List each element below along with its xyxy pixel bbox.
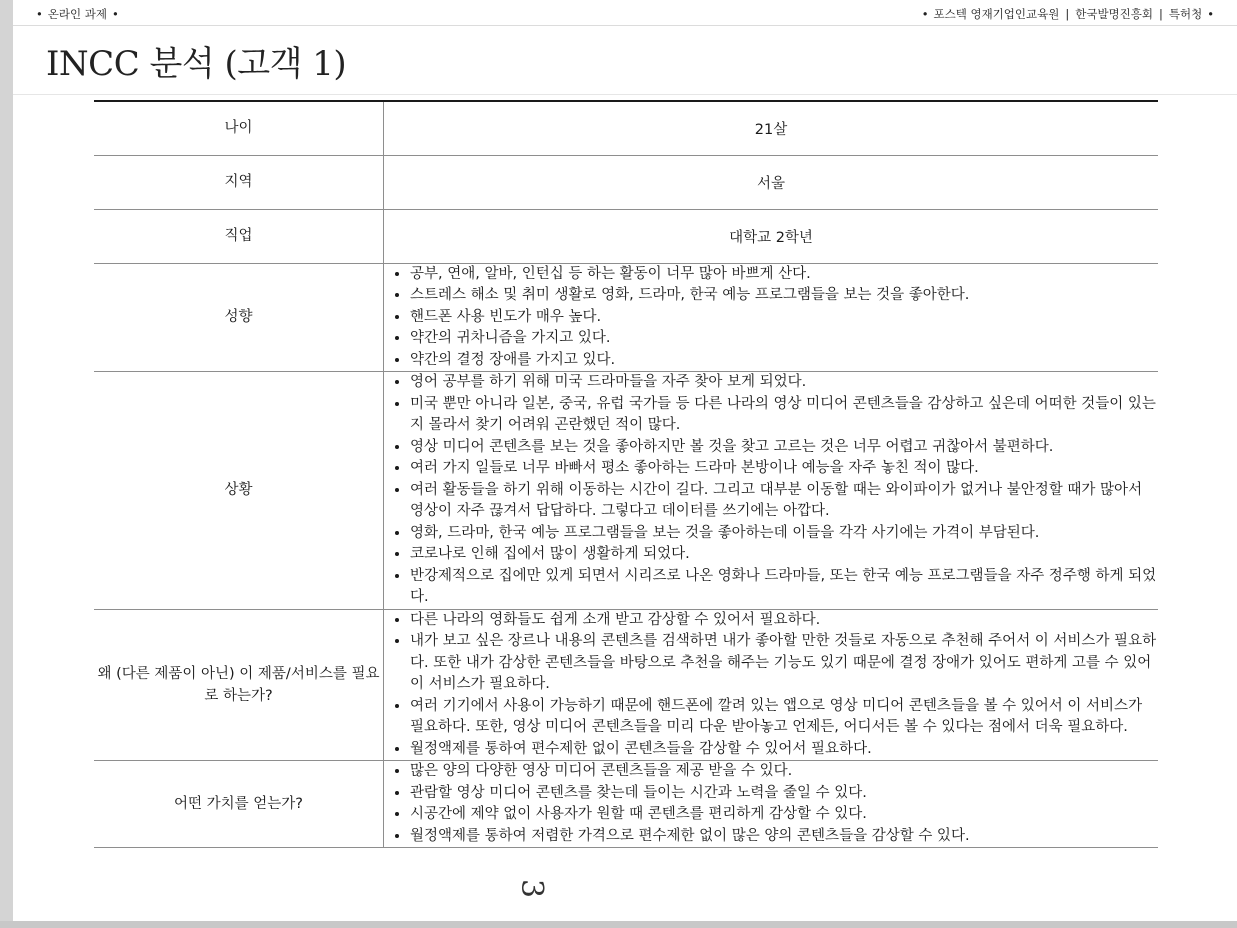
table-row-job [94,209,1158,263]
incc-analysis-table [94,100,1158,848]
why-list [384,610,1158,761]
row-label-value: 어떤 가치를 얻는가? [94,761,384,848]
header-bar [13,0,1237,26]
row-value-situation [384,372,1159,610]
row-label-age: 나이 [94,101,384,155]
row-label-tendency: 성향 [94,263,384,372]
header-org-3: 특허청 [1168,7,1203,21]
row-value-value [384,761,1159,848]
situation-list [384,372,1158,609]
list-item: • 월정액제를 통하여 저렴한 가격으로 편수제한 없이 많은 양의 콘텐츠들을 감상할 수 있다. [410,826,1158,848]
list-item: • 영어 공부를 하기 위해 미국 드라마들을 자주 찾아 보게 되었다. [410,372,1158,394]
row-label-region: 지역 [94,155,384,209]
slide-number-overlay [490,848,574,928]
table-row-value [94,761,1158,848]
list-item: • 다른 나라의 영화들도 쉽게 소개 받고 감상할 수 있어서 필요하다. [410,610,1158,632]
list-item: • 많은 양의 다양한 영상 미디어 콘텐츠들을 제공 받을 수 있다. [410,761,1158,783]
table-row-situation [94,372,1158,610]
row-label-job: 직업 [94,209,384,263]
list-item: • 반강제적으로 집에만 있게 되면서 시리즈로 나온 영화나 드라마들, 또는 한국 예능 프로그램들을 자주 정주행 하게 되었다. [410,566,1158,609]
header-bullet: • [112,7,119,21]
table-row-why [94,609,1158,761]
document-page [13,0,1237,921]
list-item: • 코로나로 인해 집에서 많이 생활하게 되었다. [410,544,1158,566]
header-bullet: • [36,7,43,21]
row-value-age: 21살 [384,101,1159,155]
header-org-1: 포스텍 영재기업인교육원 [933,7,1060,21]
list-item: • 스트레스 해소 및 취미 생활로 영화, 드라마, 한국 예능 프로그램들을 보는 것을 좋아한다. [410,285,1158,307]
header-org-2: 한국발명진흥회 [1075,7,1153,21]
row-value-tendency [384,263,1159,372]
list-item: • 여러 가지 일들로 너무 바빠서 평소 좋아하는 드라마 본방이나 예능을 자주 놓친 적이 많다. [410,458,1158,480]
list-item: • 약간의 귀차니즘을 가지고 있다. [410,328,1158,350]
list-item: • 월정액제를 통하여 편수제한 없이 콘텐츠들을 감상할 수 있어서 필요하다. [410,739,1158,761]
bottom-scroll-strip [0,921,1237,928]
header-course-label: 온라인 과제 [47,7,107,21]
header-bullet: • [921,7,929,21]
list-item: • 영상 미디어 콘텐츠를 보는 것을 좋아하지만 볼 것을 찾고 고르는 것은 너무 어렵고 귀찮아서 불편하다. [410,437,1158,459]
list-item: • 관람할 영상 미디어 콘텐츠를 찾는데 들이는 시간과 노력을 줄일 수 있다. [410,783,1158,805]
title-divider [13,94,1237,95]
table-row-tendency [94,263,1158,372]
list-item: • 핸드폰 사용 빈도가 매우 높다. [410,307,1158,329]
row-value-why [384,609,1159,761]
tendency-list [384,264,1158,372]
page-title: INCC 분석 (고객 1) [46,44,347,84]
row-label-why: 왜 (다른 제품이 아닌) 이 제품/서비스를 필요로 하는가? [94,609,384,761]
header-right [917,6,1219,22]
table-row-age [94,101,1158,155]
list-item: • 영화, 드라마, 한국 예능 프로그램들을 보는 것을 좋아하는데 이들을 각각 사기에는 가격이 부담된다. [410,523,1158,545]
list-item: • 여러 활동들을 하기 위해 이동하는 시간이 길다. 그리고 대부분 이동할 때는 와이파이가 없거나 불안정할 때가 많아서 영상이 자주 끊겨서 답답하다. 그렇다고 데이터를 쓰기에는 아깝다. [410,480,1158,523]
header-separator: | [1065,7,1070,21]
header-bullet: • [1207,7,1214,21]
value-list [384,761,1158,847]
list-item: • 미국 뿐만 아니라 일본, 중국, 유럽 국가들 등 다른 나라의 영상 미디어 콘텐츠들을 감상하고 싶은데 어떠한 것들이 있는지 몰라서 찾기 어려워 곤란했던 적이 많다. [410,394,1158,437]
list-item: • 공부, 연애, 알바, 인턴십 등 하는 활동이 너무 많아 바쁘게 산다. [410,264,1158,286]
header-left [31,6,124,22]
list-item: • 약간의 결정 장애를 가지고 있다. [410,350,1158,372]
slide-number: 3 [514,878,550,898]
list-item: • 여러 기기에서 사용이 가능하기 때문에 핸드폰에 깔려 있는 앱으로 영상 미디어 콘텐츠들을 볼 수 있어서 이 서비스가 필요하다. 또한, 영상 미디어 콘텐츠들을 미리 다운 받아놓고 언제든, 어디서든 볼 수 있다는 점에서 더욱 필요하다. [410,696,1158,739]
list-item: • 내가 보고 싶은 장르나 내용의 콘텐츠를 검색하면 내가 좋아할 만한 것들로 자동으로 추천해 주어서 이 서비스가 필요하다. 또한 내가 감상한 콘텐츠들을 바탕으로 추천을 해주는 기능도 있기 때문에 결정 장애가 있어도 편하게 고를 수 있어 이 서비스가 필요하다. [410,631,1158,696]
row-value-job: 대학교 2학년 [384,209,1159,263]
header-separator: | [1159,7,1163,21]
table-row-region [94,155,1158,209]
row-value-region: 서울 [384,155,1159,209]
list-item: • 시공간에 제약 없이 사용자가 원할 때 콘텐츠를 편리하게 감상할 수 있다. [410,804,1158,826]
row-label-situation: 상황 [94,372,384,610]
